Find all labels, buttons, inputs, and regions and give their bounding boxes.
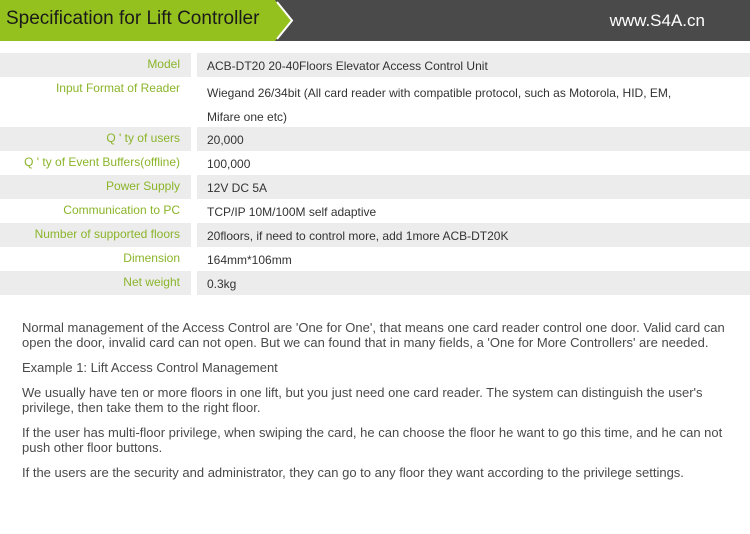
page-title: Specification for Lift Controller: [6, 8, 260, 29]
spec-value: 20floors, if need to control more, add 1more ACB-DT20K: [207, 229, 509, 243]
spec-row-model: [0, 53, 750, 77]
spec-row-users: [0, 127, 750, 151]
spec-label: Net weight: [123, 275, 180, 289]
spec-row-event-buffers: [0, 151, 750, 175]
spec-value: TCP/IP 10M/100M self adaptive: [207, 205, 377, 219]
spec-label: Number of supported floors: [34, 227, 180, 241]
spec-label: Communication to PC: [63, 203, 180, 217]
spec-row-weight: [0, 271, 750, 295]
header-bar: [0, 0, 750, 41]
spec-value: Wiegand 26/34bit (All card reader with compatible protocol, such as Motorola, HID, EM,: [207, 86, 672, 100]
site-url: www.S4A.cn: [609, 11, 705, 30]
description-text: [22, 320, 744, 490]
spec-label: Dimension: [123, 251, 180, 265]
paragraph: Normal management of the Access Control are 'One for One', that means one card reader control one door. Valid card can open the door, invalid card can not open. But we can found that in many fields, a 'One for More Controllers' are needed.: [22, 320, 725, 350]
spec-value: 12V DC 5A: [207, 181, 268, 195]
spec-value: ACB-DT20 20-40Floors Elevator Access Control Unit: [207, 59, 488, 73]
spec-row-floors: [0, 223, 750, 247]
spec-value: 0.3kg: [207, 277, 237, 291]
spec-label: Input Format of Reader: [55, 81, 180, 95]
spec-value: 164mm*106mm: [207, 253, 292, 267]
spec-value-cont: Mifare one etc): [207, 110, 288, 124]
spec-label: Q ' ty of Event Buffers(offline): [24, 155, 180, 169]
spec-value: 100,000: [207, 157, 251, 171]
spec-value: 20,000: [207, 133, 244, 147]
paragraph: If the user has multi-floor privilege, when swiping the card, he can choose the floor he want to go this time, and he can not push other floor buttons.: [22, 425, 723, 455]
spec-label: Model: [147, 57, 180, 71]
spec-table: [0, 53, 750, 295]
spec-row-dimension: [0, 247, 750, 271]
paragraph: If the users are the security and administrator, they can go to any floor they want according to the privilege settings.: [22, 465, 684, 480]
paragraph: We usually have ten or more floors in one lift, but you just need one card reader. The system can distinguish the user's privilege, then take them to the right floor.: [22, 385, 703, 415]
chevron-right-icon: [276, 0, 294, 41]
example-heading: Example 1: Lift Access Control Management: [22, 360, 278, 375]
spec-label: Power Supply: [105, 179, 180, 193]
spec-row-input-format: [0, 77, 750, 127]
spec-row-power: [0, 175, 750, 199]
spec-row-communication: [0, 199, 750, 223]
spec-label: Q ' ty of users: [106, 131, 180, 145]
